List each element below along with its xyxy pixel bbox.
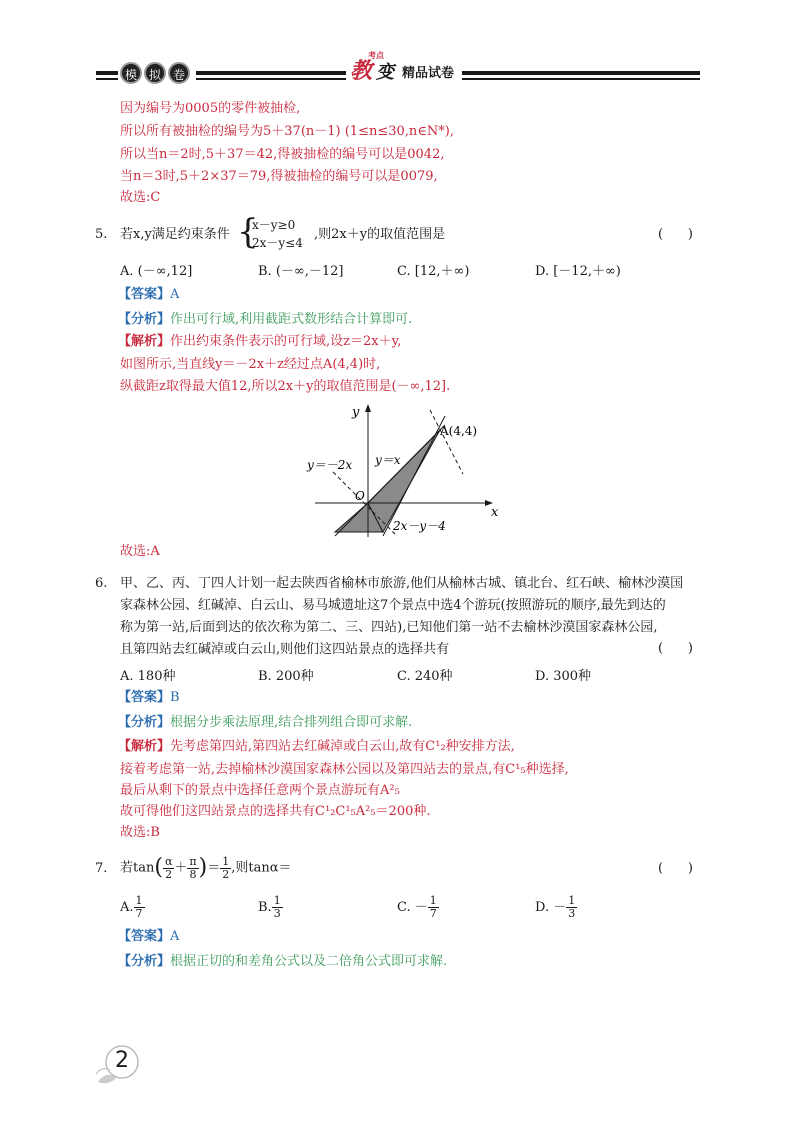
q7-paren-open: (: [154, 855, 163, 880]
q5-solution-1: 作出约束条件表示的可行域,设z＝2x＋y,: [170, 334, 402, 349]
q7-option-a-num: 1: [135, 894, 143, 907]
q5-brace: {: [237, 212, 259, 252]
graph-label-x: x: [491, 505, 499, 520]
q7-answer-tag: 【答案】: [118, 929, 171, 944]
y-axis-arrow: [365, 404, 371, 412]
q6-solution-tag: 【解析】: [118, 739, 171, 754]
q5-solution-3: 纵截距z取得最大值12,所以2x＋y的取值范围是(－∞,12].: [120, 379, 451, 394]
header-rule-mid-thin: [196, 78, 346, 80]
q7-option-a: [120, 893, 145, 923]
header-logo-right: 变: [376, 62, 394, 83]
q5-feasible-region-graph: [295, 402, 510, 542]
q5-solution-line: [118, 333, 401, 351]
graph-label-y: y: [352, 405, 360, 420]
prev-solution-line: 因为编号为0005的零件被抽检,: [120, 101, 301, 116]
q7-option-c-num: 1: [429, 894, 437, 907]
q7-stem-a: 若tan: [120, 860, 155, 876]
q6-analysis-line: [118, 714, 412, 732]
q7-frac-pi-8-den: 8: [189, 867, 197, 881]
q7-analysis: 根据正切的和差角公式以及二倍角公式即可求解.: [170, 954, 448, 969]
q5-option-a: A. (－∞,12]: [120, 264, 193, 279]
q6-stem-3: 称为第一站,后面到达的依次称为第二、三、四站),已知他们第一站不去榆林沙漠国家森林公园,: [120, 620, 658, 635]
graph-label-y-eq-x: y＝x: [375, 453, 401, 467]
q7-option-b: [258, 893, 283, 923]
q5-option-c: C. [12,＋∞): [397, 264, 470, 279]
q7-paren-close: ): [198, 855, 208, 880]
q7-stem-b: ,则tanα＝: [231, 860, 292, 876]
line-2x-y-4: [383, 416, 445, 536]
q7-option-b-num: 1: [273, 894, 281, 907]
q7-option-d-num: 1: [568, 894, 576, 907]
q7-answer-line: [118, 928, 179, 946]
prev-solution-choice: 故选:C: [120, 190, 161, 205]
q7-analysis-tag: 【分析】: [118, 954, 171, 969]
leaf-stem-icon: [96, 1069, 110, 1074]
q7-option-b-frac: [272, 895, 283, 920]
q7-eq: ＝: [207, 860, 221, 876]
q7-frac-alpha-2-num: α: [164, 854, 173, 868]
header-rule-right: [462, 71, 700, 75]
header-rule-right-thin: [462, 78, 700, 80]
q5-stem-a: 若x,y满足约束条件: [120, 227, 230, 242]
q5-constraint-1: x－y≥0: [252, 218, 296, 232]
q6-stem-1: 甲、乙、丙、丁四人计划一起去陕西省榆林市旅游,他们从榆林古城、镇北台、红石峡、榆林沙漠国: [120, 576, 684, 591]
q6-solution-1: 先考虑第四站,第四站去红碱淖或白云山,故有C¹₂种安排方法,: [170, 739, 515, 754]
q7-frac-alpha-2: [163, 856, 174, 881]
q7-option-a-label: A.: [120, 900, 134, 915]
q6-number: 6.: [95, 576, 108, 591]
q6-option-c: C. 240种: [397, 669, 453, 684]
q7-number: 7.: [95, 861, 108, 876]
q6-solution-3: 最后从剩下的景点中选择任意两个景点游玩有A²₅: [120, 783, 400, 798]
q6-solution-2: 接着考虑第一站,去掉榆林沙漠国家森林公园以及第四站去的景点,有C¹₅种选择,: [120, 762, 569, 777]
q7-option-b-den: 3: [273, 907, 281, 920]
q6-answer-tag: 【答案】: [118, 690, 171, 705]
q6-stem-4: 且第四站去红碱淖或白云山,则他们这四站景点的选择共有: [120, 642, 450, 657]
header-badge-3: 卷: [168, 62, 190, 84]
header-badge-2: 拟: [144, 62, 166, 84]
q7-option-c: [397, 893, 439, 923]
q7-option-d-den: 3: [568, 907, 576, 920]
q5-analysis-line: [118, 311, 412, 329]
graph-label-2x-y-4: 2x－y－4: [393, 519, 446, 533]
q7-frac-pi-8: [187, 856, 198, 881]
header-logo-small: 考点: [368, 50, 384, 60]
q7-option-d-frac: [566, 895, 577, 920]
graph-label-y-eq-minus-2x: y＝－2x: [307, 458, 353, 472]
q5-analysis: 作出可行域,利用截距式数形结合计算即可.: [170, 312, 413, 327]
page-number: 2: [115, 1048, 129, 1073]
q7-frac-1-2: [220, 856, 231, 881]
q7-analysis-line: [118, 953, 447, 971]
q5-answer: A: [170, 287, 180, 302]
q5-answer-paren: ( ): [658, 227, 693, 242]
prev-solution-line: 当n＝3时,5＋2×37＝79,得被抽检的编号可以是0079,: [120, 169, 438, 184]
q7-frac-1-2-den: 2: [222, 867, 230, 881]
q6-option-b: B. 200种: [258, 669, 314, 684]
header-rule-left: [96, 71, 118, 75]
q6-option-a: A. 180种: [120, 669, 176, 684]
q7-option-c-label: C. －: [397, 900, 428, 915]
q5-stem-b: ,则2x＋y的取值范围是: [314, 227, 446, 242]
q6-answer: B: [170, 690, 180, 705]
q6-option-d: D. 300种: [535, 669, 592, 684]
q5-solution-2: 如图所示,当直线y＝－2x＋z经过点A(4,4)时,: [120, 357, 381, 372]
q7-frac-1-2-num: 1: [222, 854, 230, 868]
q5-option-d: D. [－12,＋∞): [535, 264, 621, 279]
q7-option-d: [535, 893, 577, 923]
q5-constraint-2: 2x－y≤4: [252, 236, 303, 250]
q6-answer-paren: ( ): [658, 641, 693, 656]
q5-final-choice: 故选:A: [120, 544, 160, 559]
graph-label-origin: O: [355, 489, 365, 503]
q7-stem: [120, 853, 292, 884]
q6-final-choice: 故选:B: [120, 825, 160, 840]
q5-number: 5.: [95, 227, 108, 242]
q5-feasible-region-upper: [368, 430, 440, 532]
header-rule-mid: [196, 71, 346, 75]
q6-solution-4: 故可得他们这四站景点的选择共有C¹₂C¹₅A²₅＝200种.: [120, 804, 431, 819]
q5-answer-line: [118, 286, 179, 304]
q5-analysis-tag: 【分析】: [118, 312, 171, 327]
q6-answer-line: [118, 689, 180, 707]
q6-analysis-tag: 【分析】: [118, 715, 171, 730]
q7-answer: A: [170, 929, 180, 944]
prev-solution-line: 所以当n＝2时,5＋37＝42,得被抽检的编号可以是0042,: [120, 147, 445, 162]
q7-frac-pi-8-num: π: [189, 854, 197, 868]
q5-answer-tag: 【答案】: [118, 287, 171, 302]
q7-plus: ＋: [174, 860, 188, 876]
q5-option-b: B. (－∞,－12]: [258, 264, 344, 279]
q7-answer-paren: ( ): [658, 861, 693, 876]
q6-solution-line: [118, 738, 515, 756]
header-badge-1: 模: [120, 62, 142, 84]
header-logo-left: 教: [350, 58, 373, 84]
q6-stem-2: 家森林公园、红碱淖、白云山、易马城遗址这7个景点中选4个游玩(按照游玩的顺序,最先到达的: [120, 598, 666, 613]
q5-solution-tag: 【解析】: [118, 334, 171, 349]
prev-solution-line: 所以所有被抽检的编号为5＋37(n－1) (1≤n≤30,n∈N*),: [120, 124, 454, 139]
q7-option-a-frac: [134, 895, 145, 920]
q7-option-d-label: D. －: [535, 900, 567, 915]
graph-label-point-a: A(4,4): [440, 424, 478, 438]
q7-frac-alpha-2-den: 2: [165, 867, 173, 881]
q6-analysis: 根据分步乘法原理,结合排列组合即可求解.: [170, 715, 413, 730]
header-logo-title: 精品试卷: [402, 66, 455, 81]
q7-option-b-label: B.: [258, 900, 272, 915]
q7-option-a-den: 7: [135, 907, 143, 920]
header-rule-left-thin: [96, 78, 118, 80]
dashed-line-through-a: [430, 410, 463, 474]
q7-option-c-frac: [428, 895, 439, 920]
q7-option-c-den: 7: [429, 907, 437, 920]
